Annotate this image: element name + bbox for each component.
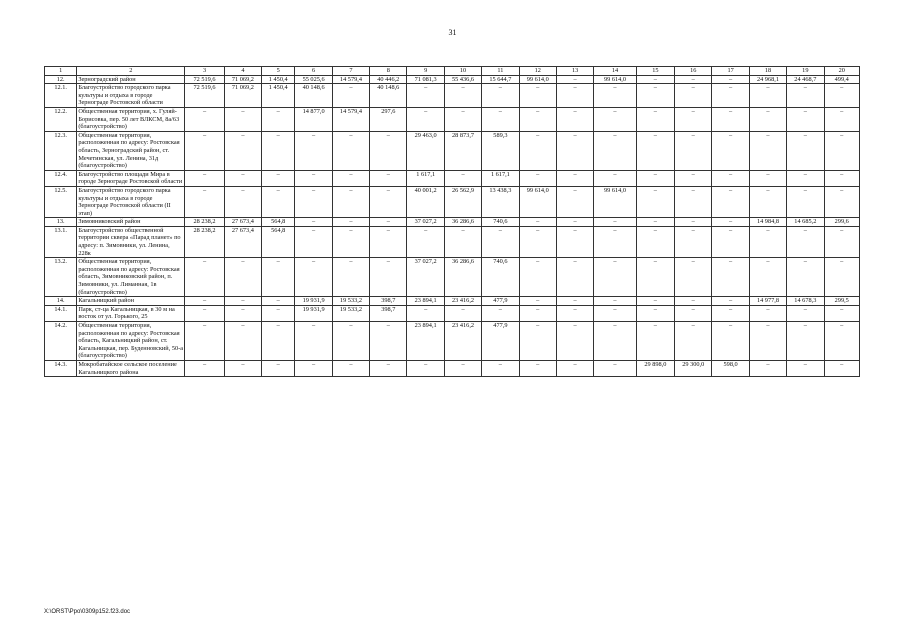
table-row <box>45 170 860 186</box>
amount-cell: – <box>295 131 332 170</box>
amount-cell: 99 614,0 <box>594 75 636 84</box>
amount-cell: – <box>749 170 786 186</box>
amount-cell: – <box>824 226 860 257</box>
amount-cell: – <box>675 305 712 321</box>
amount-cell: 14 877,0 <box>295 107 332 131</box>
amount-cell: – <box>787 226 824 257</box>
amount-cell: – <box>787 322 824 361</box>
amount-cell: – <box>749 258 786 297</box>
amount-cell: 19 533,2 <box>332 297 369 306</box>
row-number-cell: 14.1. <box>45 305 77 321</box>
amount-cell: 37 027,2 <box>407 258 444 297</box>
amount-cell: – <box>295 170 332 186</box>
row-number-cell: 13.1. <box>45 226 77 257</box>
column-number-cell: 8 <box>370 67 407 76</box>
row-number-cell: 13. <box>45 218 77 227</box>
amount-cell: – <box>262 131 295 170</box>
amount-cell: – <box>675 322 712 361</box>
table-row <box>45 360 860 376</box>
amount-cell: – <box>787 186 824 217</box>
amount-cell: – <box>332 170 369 186</box>
amount-cell: – <box>262 170 295 186</box>
amount-cell: – <box>675 131 712 170</box>
amount-cell: – <box>556 305 593 321</box>
amount-cell: – <box>824 258 860 297</box>
object-name-cell: Зерноградский район <box>77 75 185 84</box>
row-number-cell: 12.4. <box>45 170 77 186</box>
amount-cell: – <box>556 322 593 361</box>
row-number-cell: 12.5. <box>45 186 77 217</box>
amount-cell: 28 238,2 <box>185 226 224 257</box>
amount-cell: – <box>407 84 444 108</box>
amount-cell: 589,3 <box>482 131 519 170</box>
amount-cell: 99 614,0 <box>519 75 556 84</box>
amount-cell: – <box>824 186 860 217</box>
column-number-cell: 6 <box>295 67 332 76</box>
amount-cell: – <box>824 322 860 361</box>
amount-cell: – <box>594 305 636 321</box>
column-number-cell: 18 <box>749 67 786 76</box>
amount-cell: – <box>675 186 712 217</box>
footer-file-path: X:\ORST\Ppo\0309p152.f23.doc <box>44 609 131 615</box>
amount-cell: 24 468,7 <box>787 75 824 84</box>
table-row <box>45 186 860 217</box>
amount-cell: – <box>262 258 295 297</box>
amount-cell: – <box>712 305 749 321</box>
amount-cell: – <box>519 297 556 306</box>
amount-cell: – <box>787 170 824 186</box>
amount-cell: – <box>594 226 636 257</box>
column-number-cell: 11 <box>482 67 519 76</box>
amount-cell: 26 562,9 <box>444 186 481 217</box>
amount-cell: – <box>444 170 481 186</box>
table-row <box>45 75 860 84</box>
amount-cell: 477,9 <box>482 297 519 306</box>
object-name-cell: Кагальницкий район <box>77 297 185 306</box>
amount-cell: – <box>519 107 556 131</box>
amount-cell: – <box>185 297 224 306</box>
amount-cell: – <box>224 170 261 186</box>
amount-cell: – <box>712 84 749 108</box>
column-number-cell: 10 <box>444 67 481 76</box>
amount-cell: – <box>370 322 407 361</box>
column-number-cell: 17 <box>712 67 749 76</box>
amount-cell: – <box>224 131 261 170</box>
amount-cell: 1 450,4 <box>262 84 295 108</box>
amount-cell: – <box>749 84 786 108</box>
amount-cell: 29 463,0 <box>407 131 444 170</box>
object-name-cell: Благоустройство городского парка культуры и отдыха в городе Зернограде Ростовской области (II этап) <box>77 186 185 217</box>
object-name-cell: Общественная территория, расположенная по адресу: Ростовская область, Кагальницкий район, ст. Кагальницкая, пер. Буденновский, 50-а (благоустройство) <box>78 322 184 360</box>
amount-cell: – <box>594 322 636 361</box>
amount-cell: – <box>594 218 636 227</box>
amount-cell: – <box>712 218 749 227</box>
object-name-cell: Благоустройство городского парка культуры и отдыха в городе Зернограде Ростовской области <box>77 84 185 108</box>
amount-cell: 564,8 <box>262 226 295 257</box>
column-number-cell: 13 <box>556 67 593 76</box>
amount-cell: – <box>636 170 674 186</box>
amount-cell: 40 001,2 <box>407 186 444 217</box>
amount-cell: – <box>636 226 674 257</box>
row-number-cell: 14.3. <box>45 360 77 376</box>
amount-cell: – <box>370 226 407 257</box>
amount-cell: 71 081,3 <box>407 75 444 84</box>
amount-cell: – <box>636 297 674 306</box>
amount-cell: – <box>262 305 295 321</box>
amount-cell: – <box>295 218 332 227</box>
amount-cell: – <box>712 75 749 84</box>
amount-cell: – <box>712 186 749 217</box>
amount-cell: – <box>749 305 786 321</box>
page-number: 31 <box>448 28 457 37</box>
amount-cell: 598,0 <box>712 360 749 376</box>
amount-cell: 14 984,8 <box>749 218 786 227</box>
amount-cell: 19 931,9 <box>295 297 332 306</box>
amount-cell: 29 300,0 <box>675 360 712 376</box>
amount-cell: 24 968,1 <box>749 75 786 84</box>
column-number-cell: 12 <box>519 67 556 76</box>
amount-cell: – <box>295 186 332 217</box>
amount-cell: – <box>594 258 636 297</box>
amount-cell: – <box>556 297 593 306</box>
amount-cell: – <box>594 84 636 108</box>
amount-cell: 19 533,2 <box>332 305 369 321</box>
amount-cell: 55 436,6 <box>444 75 481 84</box>
amount-cell: – <box>519 226 556 257</box>
amount-cell: – <box>712 226 749 257</box>
amount-cell: – <box>407 305 444 321</box>
amount-cell: – <box>556 258 593 297</box>
amount-cell: 477,9 <box>482 322 519 361</box>
amount-cell: – <box>519 218 556 227</box>
amount-cell: 299,5 <box>824 297 860 306</box>
amount-cell: 23 894,1 <box>407 322 444 361</box>
amount-cell: – <box>675 75 712 84</box>
amount-cell: 1 450,4 <box>262 75 295 84</box>
table-row <box>45 297 860 306</box>
amount-cell: – <box>787 107 824 131</box>
amount-cell: – <box>712 297 749 306</box>
amount-cell: – <box>712 107 749 131</box>
amount-cell: – <box>824 107 860 131</box>
column-number-cell: 15 <box>636 67 674 76</box>
amount-cell: – <box>332 186 369 217</box>
amount-cell: – <box>824 131 860 170</box>
amount-cell: 1 617,1 <box>407 170 444 186</box>
amount-cell: – <box>332 226 369 257</box>
column-number-cell: 5 <box>262 67 295 76</box>
column-number-cell: 16 <box>675 67 712 76</box>
table-row <box>45 131 860 170</box>
amount-cell: – <box>519 131 556 170</box>
amount-cell: – <box>332 258 369 297</box>
column-number-cell: 4 <box>224 67 261 76</box>
amount-cell: 398,7 <box>370 305 407 321</box>
amount-cell: – <box>332 131 369 170</box>
column-number-cell: 1 <box>45 67 77 76</box>
amount-cell: – <box>444 107 481 131</box>
amount-cell: – <box>295 258 332 297</box>
amount-cell: – <box>370 218 407 227</box>
amount-cell: – <box>787 360 824 376</box>
table-row <box>45 226 860 257</box>
amount-cell: 15 644,7 <box>482 75 519 84</box>
amount-cell: 740,6 <box>482 218 519 227</box>
header-row <box>45 67 860 76</box>
amount-cell: – <box>675 107 712 131</box>
amount-cell: – <box>295 226 332 257</box>
amount-cell: – <box>636 75 674 84</box>
amount-cell: – <box>556 218 593 227</box>
table-row <box>45 107 860 131</box>
column-number-cell: 2 <box>77 67 185 76</box>
amount-cell: – <box>370 131 407 170</box>
amount-cell: 23 416,2 <box>444 297 481 306</box>
column-number-cell: 3 <box>185 67 224 76</box>
amount-cell: – <box>675 218 712 227</box>
amount-cell: – <box>444 360 481 376</box>
amount-cell: – <box>636 305 674 321</box>
amount-cell: – <box>185 305 224 321</box>
column-number-cell: 19 <box>787 67 824 76</box>
amount-cell: – <box>636 218 674 227</box>
amount-cell: 28 873,7 <box>444 131 481 170</box>
column-number-cell: 7 <box>332 67 369 76</box>
amount-cell: 14 579,4 <box>332 75 369 84</box>
amount-cell: – <box>675 258 712 297</box>
amount-cell: 1 617,1 <box>482 170 519 186</box>
object-name-cell: Мокробатайское сельское поселение Кагальницкого района <box>77 360 185 376</box>
amount-cell: – <box>185 107 224 131</box>
amount-cell: – <box>824 170 860 186</box>
amount-cell: – <box>787 305 824 321</box>
row-number-cell: 14. <box>45 297 77 306</box>
amount-cell: – <box>185 258 224 297</box>
amount-cell: – <box>636 107 674 131</box>
amount-cell: – <box>594 170 636 186</box>
amount-cell: – <box>556 84 593 108</box>
amount-cell: – <box>519 322 556 361</box>
amount-cell: – <box>675 84 712 108</box>
amount-cell: – <box>519 84 556 108</box>
amount-cell: – <box>556 131 593 170</box>
amount-cell: 499,4 <box>824 75 860 84</box>
amount-cell: 14 579,4 <box>332 107 369 131</box>
amount-cell: 29 898,0 <box>636 360 674 376</box>
amount-cell: – <box>636 322 674 361</box>
budget-table <box>44 66 860 377</box>
amount-cell: – <box>594 131 636 170</box>
amount-cell: 36 286,6 <box>444 218 481 227</box>
object-name-cell: Общественная территория, х. Гуляй-Борисовка, пер. 50 лет ВЛКСМ, 8а/63 (благоустройство) <box>77 107 185 131</box>
row-number-cell: 12.3. <box>45 131 77 170</box>
amount-cell: – <box>332 84 369 108</box>
amount-cell: 40 148,6 <box>295 84 332 108</box>
amount-cell: – <box>749 360 786 376</box>
amount-cell: – <box>185 322 224 361</box>
amount-cell: – <box>787 84 824 108</box>
amount-cell: – <box>370 258 407 297</box>
amount-cell: – <box>556 186 593 217</box>
amount-cell: – <box>185 170 224 186</box>
amount-cell: – <box>482 360 519 376</box>
amount-cell: 71 069,2 <box>224 75 261 84</box>
amount-cell: – <box>482 305 519 321</box>
amount-cell: – <box>712 322 749 361</box>
amount-cell: – <box>556 107 593 131</box>
amount-cell: – <box>556 75 593 84</box>
table-row <box>45 84 860 108</box>
amount-cell: 72 519,6 <box>185 75 224 84</box>
amount-cell: – <box>444 305 481 321</box>
amount-cell: – <box>444 84 481 108</box>
amount-cell: – <box>749 322 786 361</box>
amount-cell: 19 931,9 <box>295 305 332 321</box>
amount-cell: – <box>407 360 444 376</box>
amount-cell: 14 685,2 <box>787 218 824 227</box>
amount-cell: – <box>594 360 636 376</box>
amount-cell: – <box>749 131 786 170</box>
amount-cell: – <box>295 322 332 361</box>
amount-cell: – <box>636 186 674 217</box>
amount-cell: 564,8 <box>262 218 295 227</box>
amount-cell: 40 446,2 <box>370 75 407 84</box>
amount-cell: – <box>749 226 786 257</box>
amount-cell: – <box>262 297 295 306</box>
amount-cell: – <box>712 131 749 170</box>
amount-cell: 23 416,2 <box>444 322 481 361</box>
table-row <box>45 322 860 361</box>
amount-cell: – <box>185 131 224 170</box>
amount-cell: – <box>824 305 860 321</box>
row-number-cell: 13.2. <box>45 258 77 297</box>
amount-cell: – <box>295 360 332 376</box>
amount-cell: – <box>407 107 444 131</box>
amount-cell: – <box>262 360 295 376</box>
amount-cell: 13 438,3 <box>482 186 519 217</box>
amount-cell: – <box>787 258 824 297</box>
amount-cell: – <box>749 107 786 131</box>
amount-cell: – <box>636 258 674 297</box>
amount-cell: – <box>675 170 712 186</box>
table-row <box>45 305 860 321</box>
column-number-cell: 20 <box>824 67 860 76</box>
column-number-cell: 14 <box>594 67 636 76</box>
amount-cell: – <box>332 322 369 361</box>
amount-cell: – <box>712 258 749 297</box>
amount-cell: – <box>262 186 295 217</box>
amount-cell: – <box>444 226 481 257</box>
amount-cell: – <box>224 322 261 361</box>
amount-cell: – <box>262 107 295 131</box>
amount-cell: – <box>594 107 636 131</box>
amount-cell: – <box>519 360 556 376</box>
amount-cell: – <box>224 107 261 131</box>
column-number-cell: 9 <box>407 67 444 76</box>
table-row <box>45 258 860 297</box>
amount-cell: – <box>224 360 261 376</box>
object-name-cell: Благоустройство площади Мира в городе Зернограде Ростовской области <box>77 170 185 186</box>
amount-cell: 27 673,4 <box>224 218 261 227</box>
amount-cell: 28 238,2 <box>185 218 224 227</box>
row-number-cell: 14.2. <box>45 322 77 361</box>
amount-cell: 14 977,8 <box>749 297 786 306</box>
amount-cell: 72 519,6 <box>185 84 224 108</box>
amount-cell: 398,7 <box>370 297 407 306</box>
amount-cell: – <box>636 84 674 108</box>
amount-cell: 740,6 <box>482 258 519 297</box>
amount-cell: – <box>370 186 407 217</box>
amount-cell: – <box>556 226 593 257</box>
amount-cell: 27 673,4 <box>224 226 261 257</box>
amount-cell: – <box>675 226 712 257</box>
amount-cell: – <box>224 186 261 217</box>
object-name-cell: Благоустройство общественной территории сквера «Парад планет» по адресу: п. Зимовники, ул. Ленина, 228к <box>77 226 185 257</box>
amount-cell: – <box>519 305 556 321</box>
amount-cell: – <box>482 107 519 131</box>
amount-cell: – <box>224 297 261 306</box>
object-name-cell: Зимовниковский район <box>77 218 185 227</box>
object-name-cell: Общественная территория, расположенная по адресу: Ростовская область, Зерноградский район, ст. Мечетинская, ул. Ленина, 31д (благоустройство) <box>77 131 185 170</box>
amount-cell: – <box>556 170 593 186</box>
amount-cell: – <box>712 170 749 186</box>
object-name-cell: Парк, ст-ца Кагальницкая, в 30 м на восток от ул. Горького, 25 <box>77 305 185 321</box>
row-number-cell: 12.1. <box>45 84 77 108</box>
amount-cell: – <box>407 226 444 257</box>
amount-cell: 14 678,3 <box>787 297 824 306</box>
amount-cell: – <box>332 360 369 376</box>
amount-cell: – <box>787 131 824 170</box>
row-number-cell: 12.2. <box>45 107 77 131</box>
amount-cell: 55 025,6 <box>295 75 332 84</box>
amount-cell: 99 614,0 <box>519 186 556 217</box>
amount-cell: 99 614,0 <box>594 186 636 217</box>
amount-cell: – <box>636 131 674 170</box>
amount-cell: – <box>224 305 261 321</box>
row-number-cell: 12. <box>45 75 77 84</box>
amount-cell: 37 027,2 <box>407 218 444 227</box>
amount-cell: 71 069,2 <box>224 84 261 108</box>
amount-cell: – <box>749 186 786 217</box>
amount-cell: – <box>370 170 407 186</box>
amount-cell: – <box>675 297 712 306</box>
amount-cell: – <box>824 360 860 376</box>
object-name-cell: Общественная территория, расположенная по адресу: Ростовская область, Зимовниковский район, п. Зимовники, ул. Лиманная, 1в (благоустройство) <box>77 258 185 297</box>
amount-cell: – <box>185 186 224 217</box>
amount-cell: – <box>224 258 261 297</box>
table-row <box>45 218 860 227</box>
amount-cell: – <box>482 84 519 108</box>
amount-cell: – <box>185 360 224 376</box>
amount-cell: 299,6 <box>824 218 860 227</box>
amount-cell: – <box>556 360 593 376</box>
amount-cell: 297,6 <box>370 107 407 131</box>
amount-cell: – <box>824 84 860 108</box>
amount-cell: – <box>594 297 636 306</box>
amount-cell: 23 894,1 <box>407 297 444 306</box>
amount-cell: 40 148,6 <box>370 84 407 108</box>
amount-cell: 36 286,6 <box>444 258 481 297</box>
amount-cell: – <box>519 170 556 186</box>
amount-cell: – <box>262 322 295 361</box>
amount-cell: – <box>370 360 407 376</box>
amount-cell: – <box>519 258 556 297</box>
amount-cell: – <box>482 226 519 257</box>
amount-cell: – <box>332 218 369 227</box>
